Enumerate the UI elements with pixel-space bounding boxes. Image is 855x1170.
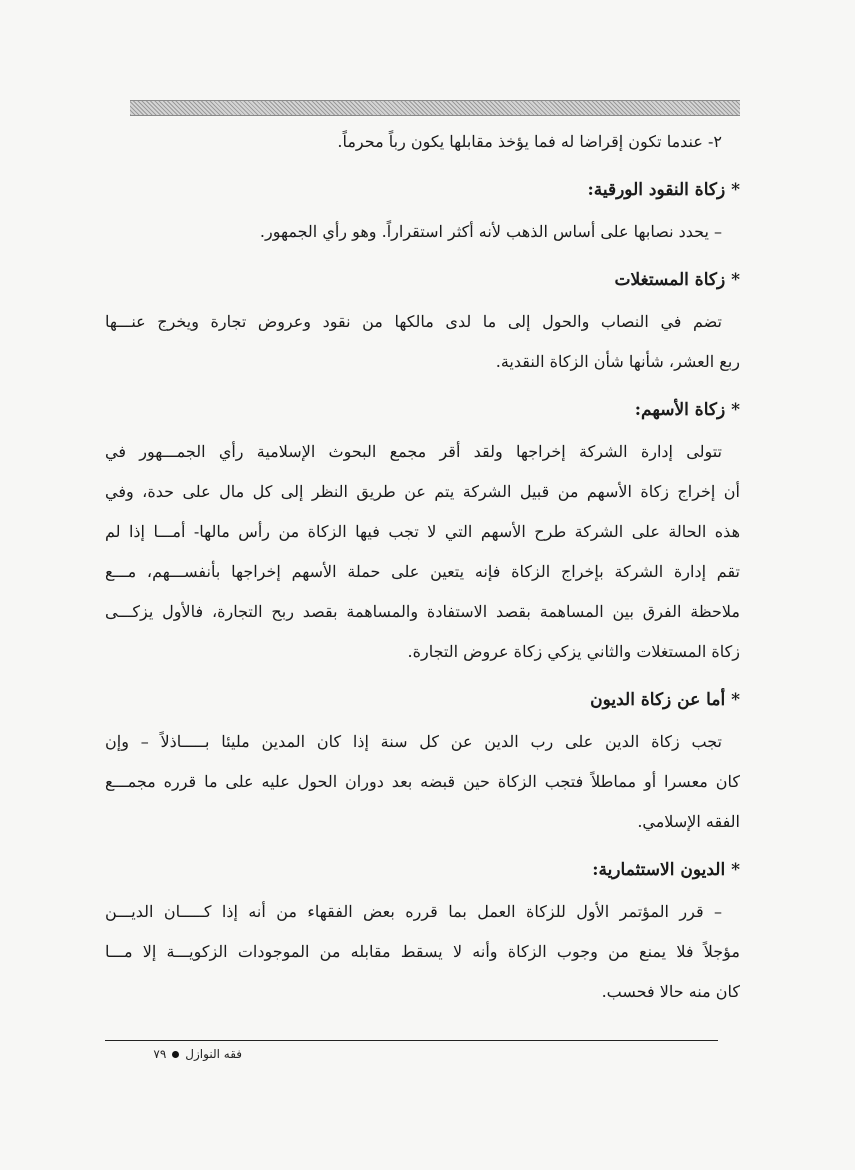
investment-debts-line-1: – قرر المؤتمر الأول للزكاة العمل بما قرره بعض الفقهاء من أنه إذا كـــــان الديـــن — [105, 902, 722, 921]
page-number: ٧٩ — [153, 1047, 167, 1061]
shares-line-3: هذه الحالة على الشركة طرح الأسهم التي لا تجب فيها الزكاة من رأس مالها- أمـــا إذا لم — [105, 522, 740, 541]
heading-investment-debts: * الديون الاستثمارية: — [592, 860, 740, 880]
investment-debts-line-2: مؤجلاً فلا يمنع من وجوب الزكاة وأنه لا يسقط مقابله من الموجودات الزكويـــة إلا مـــا — [105, 942, 740, 961]
exploitations-line-2: ربع العشر، شأنها شأن الزكاة النقدية. — [495, 352, 740, 371]
debts-line-3: الفقه الإسلامي. — [637, 812, 740, 831]
heading-debts: * أما عن زكاة الديون — [590, 690, 740, 710]
shares-line-5: ملاحظة الفرق بين المساهمة بقصد الاستفادة والمساهمة بقصد ربح التجارة، فالأول يزكـــى — [105, 602, 740, 621]
shares-line-4: تقم إدارة الشركة بإخراج الزكاة فإنه يتعين على حملة الأسهم إخراجها بأنفســـهم، مـــع — [105, 562, 740, 581]
debts-line-2: كان معسرا أو مماطلاً فتجب الزكاة حين قبضه بعد دوران الحول عليه على ما قرره مجمـــع — [105, 772, 740, 791]
exploitations-line-1: تضم في النصاب والحول إلى ما لدى مالكها من نقود وعروض تجارة ويخرج عنـــها — [105, 312, 722, 331]
bottom-rule — [105, 1040, 718, 1041]
footer-book-title: فقه النوازل — [185, 1047, 242, 1061]
page-content — [105, 122, 740, 1012]
debts-line-1: تجب زكاة الدين على رب الدين عن كل سنة إذا كان المدين مليئا بـــــاذلاً – وإن — [105, 732, 722, 751]
bullet-icon — [172, 1051, 179, 1058]
shares-line-2: أن إخراج زكاة الأسهم من قبيل الشركة يتم عن طريق النظر إلى كل مال على حدة، وفي — [105, 482, 740, 501]
top-decorative-rule — [130, 100, 740, 116]
shares-line-1: تتولى إدارة الشركة إخراجها ولقد أقر مجمع البحوث الإسلامية رأي الجمـــهور في — [105, 442, 723, 461]
investment-debts-line-3: كان منه حالا فحسب. — [601, 982, 740, 1001]
page-footer — [82, 1044, 242, 1064]
paper-money-text: – يحدد نصابها على أساس الذهب لأنه أكثر استقراراً. وهو رأي الجمهور. — [259, 222, 722, 241]
heading-paper-money: * زكاة النقود الورقية: — [587, 180, 740, 200]
loan-point-2: ٢- عندما تكون إقراضا له فما يؤخذ مقابلها يكون رباً محرماً. — [337, 132, 722, 151]
shares-line-6: زكاة المستغلات والثاني يزكي زكاة عروض التجارة. — [407, 642, 740, 661]
heading-exploitations: * زكاة المستغلات — [614, 270, 740, 290]
heading-shares: * زكاة الأسهم: — [634, 400, 740, 420]
